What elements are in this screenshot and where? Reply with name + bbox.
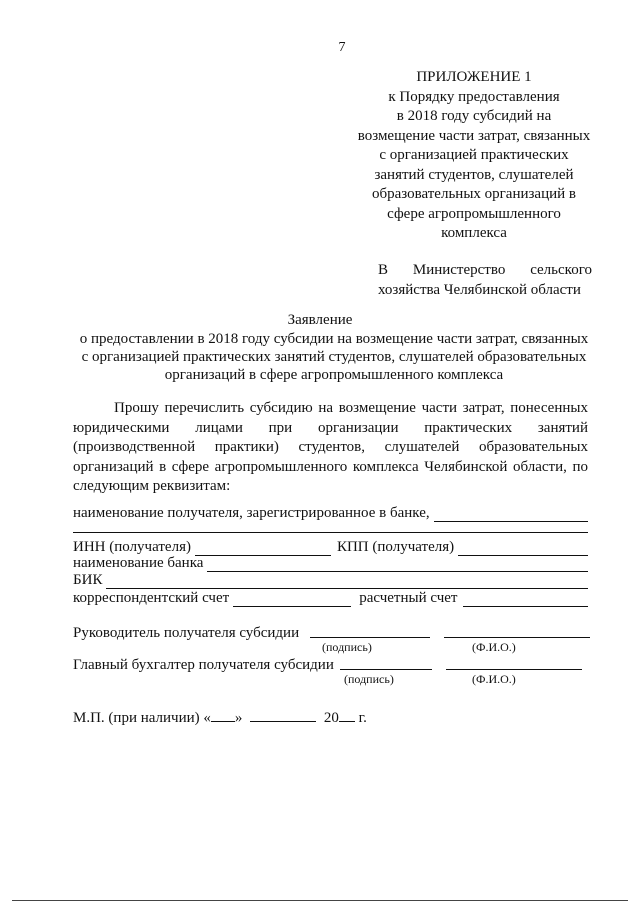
appendix-line: с организацией практических [379,147,569,163]
word: практики) [214,439,279,455]
paragraph-line [73,399,588,419]
year-blank[interactable] [339,709,355,722]
bik-blank[interactable] [106,574,588,589]
chief-accountant-signature-label: Главный бухгалтер получателя субсидии [73,657,334,673]
appendix-line: к Порядку предоставления [388,88,560,105]
year-prefix: 20 [323,710,339,726]
word: затрат, [462,400,505,416]
paragraph-line: следующим реквизитам: [73,478,231,494]
word: практических [424,419,513,436]
word: возмещение [338,400,416,416]
accounts-row [73,589,588,607]
addressee-line [378,260,592,280]
year-suffix: г. [354,710,367,726]
word: понесенных [510,400,588,416]
addressee-block [378,260,592,300]
subtitle-line: организаций в сфере агропромышленного комплекса [164,367,504,383]
stamp-label: М.П. (при наличии) « [73,710,211,726]
paragraph-line [73,438,588,458]
page-number: 7 [338,40,346,55]
word: образовательных [479,439,588,455]
statement-title: Заявление [287,312,353,328]
appendix-line: образовательных организаций в [371,186,577,202]
paragraph-line [73,419,588,439]
word: при [268,419,293,436]
head-signature-caption: (подпись) [322,640,372,654]
word: юридическими [73,419,170,436]
word: по [572,458,588,475]
inn-label: ИНН (получателя) [73,539,191,555]
word: сфере [171,458,210,475]
settlement-account-label: расчетный счет [359,590,458,606]
word: Челябинской [424,458,508,475]
corr-account-blank[interactable] [233,592,351,607]
head-signature-label: Руководитель получателя субсидии [73,625,300,641]
request-paragraph [73,399,588,497]
appendix-line: возмещение части затрат, связанных [357,127,591,144]
subtitle-line: с организацией практических занятий студентов, слушателей образовательных [81,349,587,365]
subtitle-line: о предоставлении в 2018 году субсидии на возмещение части затрат, связанных [79,331,589,347]
recipient-name-row [73,504,588,522]
addressee-word: Министерство [412,262,506,278]
appendix-title: ПРИЛОЖЕНИЕ 1 [416,69,532,85]
bank-name-label: наименование банка [73,555,204,571]
stamp-date-line [73,709,367,727]
page-bottom-rule [12,900,628,901]
head-name-caption: (Ф.И.О.) [472,640,516,654]
appendix-line: комплекса [441,225,507,241]
bank-name-blank[interactable] [207,557,588,572]
appendix-line: в 2018 году субсидий на [396,108,552,124]
day-blank[interactable] [211,709,235,722]
corr-account-label: корреспондентский счет [73,590,230,606]
word: (производственной [73,439,196,455]
close-quote: » [234,710,243,726]
recipient-name-label: наименование получателя, зарегистрированное в банке, [73,505,430,521]
addressee-word: сельского [530,262,592,278]
appendix-line: занятий студентов, слушателей [374,166,574,183]
statement-subtitle [60,330,608,384]
kpp-label: КПП (получателя) [336,539,455,555]
accountant-name-caption: (Ф.И.О.) [472,672,516,686]
accountant-signature-caption: (подпись) [344,672,394,686]
word: области, [512,458,567,475]
accountant-name-blank[interactable] [446,669,582,670]
word: организаций [73,458,154,475]
word: комплекса [352,458,419,475]
head-name-blank[interactable] [444,637,590,638]
word: перечислить [164,400,245,416]
word: Прошу [114,400,159,416]
head-signature-blank[interactable] [310,637,430,638]
accountant-signature-blank[interactable] [340,669,432,670]
bik-row [73,571,588,589]
word: студентов, [298,439,366,455]
bik-label: БИК [73,572,103,588]
word: в [159,458,167,475]
appendix-block [340,68,608,244]
word: занятий [537,419,588,436]
word: на [318,400,334,416]
recipient-name-blank-2[interactable] [73,532,588,533]
month-blank[interactable] [250,709,316,722]
word: агропромышленного [214,458,348,475]
word: лицами [195,419,243,436]
addressee-line: хозяйства Челябинской области [378,282,581,298]
word: части [421,400,458,416]
bank-name-row [73,554,588,572]
paragraph-line [73,458,588,478]
settlement-account-blank[interactable] [463,592,588,607]
appendix-line: сфере агропромышленного [387,205,561,222]
word: организации [317,419,399,436]
recipient-name-blank[interactable] [434,507,588,522]
word: субсидию [249,400,313,416]
word: слушателей [384,439,460,455]
addressee-word: В [378,262,389,278]
